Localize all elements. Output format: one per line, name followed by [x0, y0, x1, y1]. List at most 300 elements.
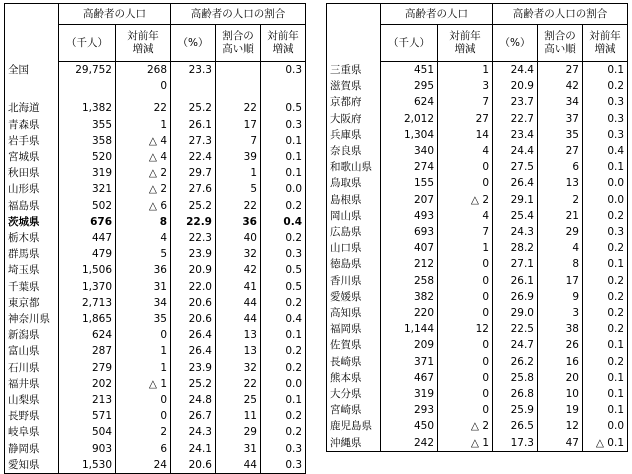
population-change: 31 [116, 279, 171, 295]
header-change-ratio: 対前年 増減 [583, 25, 628, 62]
ratio-change: 0.1 [261, 165, 306, 181]
ratio-percent: 26.2 [493, 354, 538, 370]
ratio-change: 0.2 [261, 295, 306, 311]
pref-name: 徳島県 [327, 256, 381, 272]
ratio-percent: 24.4 [493, 62, 538, 79]
population: 451 [381, 62, 438, 79]
table-row [327, 208, 628, 224]
ratio-rank: 32 [216, 360, 261, 376]
pref-name: 長野県 [5, 408, 59, 424]
table-row [5, 360, 306, 376]
ratio-change: 0.0 [261, 376, 306, 392]
table-row [327, 435, 628, 452]
population-change: 0 [438, 256, 493, 272]
header-change-ratio: 対前年 増減 [261, 25, 306, 62]
population-change: 4 [438, 208, 493, 224]
header-change: 対前年 増減 [116, 25, 171, 62]
ratio-rank: 29 [216, 424, 261, 440]
table-row [327, 337, 628, 353]
pref-name: 福井県 [5, 376, 59, 392]
population: 207 [381, 192, 438, 208]
population-change: 1 [438, 240, 493, 256]
ratio-change: 0.4 [583, 143, 628, 159]
ratio-percent: 22.5 [493, 321, 538, 337]
table-row [327, 370, 628, 386]
table-row [5, 262, 306, 278]
population-change: 2 [116, 424, 171, 440]
pref-name: 熊本県 [327, 370, 381, 386]
ratio-rank: 41 [216, 279, 261, 295]
table-row [327, 273, 628, 289]
header-thousand-people: （千人） [59, 25, 116, 62]
ratio-percent: 22.7 [493, 111, 538, 127]
table-row [327, 224, 628, 240]
ratio-percent: 22.4 [171, 149, 216, 165]
ratio-rank: 35 [538, 127, 583, 143]
population-change: 4 [116, 230, 171, 246]
population-change: 0 [438, 402, 493, 418]
ratio-percent: 27.5 [493, 159, 538, 175]
population-change: 0 [438, 175, 493, 191]
ratio-rank: 21 [538, 208, 583, 224]
header-change: 対前年 増減 [438, 25, 493, 62]
table-row [327, 321, 628, 337]
header-percent: （%） [171, 25, 216, 62]
ratio-rank: 11 [216, 408, 261, 424]
pref-name: 栃木県 [5, 230, 59, 246]
ratio-percent: 25.8 [493, 370, 538, 386]
population-change: 0 [116, 392, 171, 408]
ratio-change: 0.3 [583, 224, 628, 240]
table-row [5, 117, 306, 133]
population: 2,713 [59, 295, 116, 311]
pref-name: 福岡県 [327, 321, 381, 337]
ratio-percent: 23.9 [171, 246, 216, 262]
ratio-percent: 25.2 [171, 198, 216, 214]
pref-name: 佐賀県 [327, 337, 381, 353]
table-row [5, 133, 306, 149]
ratio-percent: 24.8 [171, 392, 216, 408]
ratio-change: 0.2 [583, 321, 628, 337]
population-change: 6 [116, 441, 171, 457]
ratio-percent: 26.1 [493, 273, 538, 289]
population-change: 0 [438, 159, 493, 175]
population-change: △ 2 [438, 192, 493, 208]
population-change: △ 6 [116, 198, 171, 214]
table-row [5, 424, 306, 440]
population: 1,304 [381, 127, 438, 143]
pref-name: 東京都 [5, 295, 59, 311]
population: 1,370 [59, 279, 116, 295]
ratio-change: 0.4 [261, 311, 306, 327]
population: 624 [59, 327, 116, 343]
population-change: 1 [116, 343, 171, 359]
table-row [5, 327, 306, 343]
ratio-percent: 22.9 [171, 214, 216, 230]
ratio-percent: 28.2 [493, 240, 538, 256]
table-row [327, 62, 628, 79]
ratio-rank: 10 [538, 386, 583, 402]
ratio-rank: 40 [216, 230, 261, 246]
ratio-rank: 1 [216, 165, 261, 181]
ratio-rank: 8 [538, 256, 583, 272]
ratio-change: 0.1 [261, 327, 306, 343]
population: 407 [381, 240, 438, 256]
ratio-rank: 27 [538, 143, 583, 159]
pref-name: 宮城県 [5, 149, 59, 165]
ratio-percent: 26.7 [171, 408, 216, 424]
pref-name: 秋田県 [5, 165, 59, 181]
ratio-change: 0.2 [583, 273, 628, 289]
population: 479 [59, 246, 116, 262]
table-row [327, 386, 628, 402]
population-change: 24 [116, 457, 171, 474]
population: 293 [381, 402, 438, 418]
ratio-percent: 22.0 [171, 279, 216, 295]
population: 1,382 [59, 100, 116, 116]
population-change: △ 1 [116, 376, 171, 392]
ratio-change: 0.3 [261, 441, 306, 457]
table-row [5, 181, 306, 197]
population-change: 0 [438, 370, 493, 386]
ratio-rank: 6 [538, 159, 583, 175]
table-row [327, 143, 628, 159]
ratio-change: 0.1 [583, 337, 628, 353]
population: 279 [59, 360, 116, 376]
pref-name: 全国 [5, 62, 59, 79]
ratio-change: 0.2 [261, 360, 306, 376]
ratio-change: 0.1 [583, 386, 628, 402]
table-row [5, 214, 306, 230]
pref-name: 島根県 [327, 192, 381, 208]
ratio-rank: 42 [538, 78, 583, 94]
table-row [5, 198, 306, 214]
ratio-percent: 26.8 [493, 386, 538, 402]
population-change: 1 [116, 360, 171, 376]
population: 213 [59, 392, 116, 408]
population: 1,506 [59, 262, 116, 278]
pref-name: 香川県 [327, 273, 381, 289]
ratio-change: △ 0.1 [583, 435, 628, 452]
ratio-percent: 25.9 [493, 402, 538, 418]
ratio-percent: 26.4 [171, 327, 216, 343]
ratio-rank: 26 [538, 337, 583, 353]
ratio-percent: 24.3 [171, 424, 216, 440]
population: 447 [59, 230, 116, 246]
ratio-percent: 23.3 [171, 62, 216, 79]
ratio-percent: 25.4 [493, 208, 538, 224]
pref-name: 千葉県 [5, 279, 59, 295]
ratio-percent: 20.9 [493, 78, 538, 94]
pref-name: 宮崎県 [327, 402, 381, 418]
ratio-percent: 24.1 [171, 441, 216, 457]
table-row [5, 149, 306, 165]
header-percent: （%） [493, 25, 538, 62]
ratio-percent: 23.7 [493, 94, 538, 110]
population: 450 [381, 418, 438, 434]
ratio-percent: 29.7 [171, 165, 216, 181]
population: 319 [59, 165, 116, 181]
population: 358 [59, 133, 116, 149]
header-rank: 割合の 高い順 [216, 25, 261, 62]
pref-name: 北海道 [5, 100, 59, 116]
table-row [327, 159, 628, 175]
ratio-percent: 22.3 [171, 230, 216, 246]
table-row [327, 78, 628, 94]
right-table [326, 3, 628, 452]
population: 258 [381, 273, 438, 289]
ratio-rank: 17 [538, 273, 583, 289]
pref-name: 岩手県 [5, 133, 59, 149]
ratio-change: 0.4 [261, 214, 306, 230]
pref-name: 愛媛県 [327, 289, 381, 305]
ratio-rank: 13 [538, 175, 583, 191]
pref-name: 岡山県 [327, 208, 381, 224]
population-change: 8 [116, 214, 171, 230]
ratio-change: 0.2 [583, 289, 628, 305]
ratio-change: 0.5 [261, 262, 306, 278]
population-change: 1 [438, 62, 493, 79]
population: 202 [59, 376, 116, 392]
ratio-rank: 4 [538, 240, 583, 256]
ratio-rank: 22 [216, 198, 261, 214]
population: 371 [381, 354, 438, 370]
ratio-change: 0.3 [261, 62, 306, 79]
ratio-rank: 31 [216, 441, 261, 457]
header-elderly-population: 高齢者の人口 [381, 4, 493, 25]
population-change: △ 2 [116, 181, 171, 197]
ratio-change: 0.1 [261, 392, 306, 408]
population: 382 [381, 289, 438, 305]
population-change: 5 [116, 246, 171, 262]
ratio-rank: 34 [538, 94, 583, 110]
population-change: △ 2 [438, 418, 493, 434]
ratio-rank: 17 [216, 117, 261, 133]
ratio-percent: 20.6 [171, 457, 216, 474]
ratio-rank: 36 [216, 214, 261, 230]
ratio-rank: 2 [538, 192, 583, 208]
population: 2,012 [381, 111, 438, 127]
ratio-rank: 39 [216, 149, 261, 165]
population-change: 0 [438, 289, 493, 305]
ratio-change: 0.1 [583, 370, 628, 386]
header-thousand-people: （千人） [381, 25, 438, 62]
national-subrow [5, 78, 306, 94]
ratio-rank: 19 [538, 402, 583, 418]
pref-name: 福島県 [5, 198, 59, 214]
ratio-percent: 20.9 [171, 262, 216, 278]
population: 467 [381, 370, 438, 386]
table-row [5, 408, 306, 424]
table-row [5, 165, 306, 181]
population: 29,752 [59, 62, 116, 79]
population: 287 [59, 343, 116, 359]
ratio-change: 0.2 [261, 198, 306, 214]
ratio-change: 0.2 [583, 305, 628, 321]
pref-name: 京都府 [327, 94, 381, 110]
population: 340 [381, 143, 438, 159]
table-row [327, 289, 628, 305]
ratio-change: 0.0 [583, 175, 628, 191]
population: 1,865 [59, 311, 116, 327]
ratio-percent: 24.7 [493, 337, 538, 353]
population-change: 0 [438, 354, 493, 370]
table-row [5, 376, 306, 392]
table-row [327, 111, 628, 127]
population: 1,144 [381, 321, 438, 337]
ratio-change: 0.0 [583, 418, 628, 434]
ratio-change: 0.3 [261, 246, 306, 262]
ratio-rank: 5 [216, 181, 261, 197]
pref-name: 山梨県 [5, 392, 59, 408]
ratio-percent: 25.2 [171, 376, 216, 392]
pref-name: 長崎県 [327, 354, 381, 370]
population-change: 27 [438, 111, 493, 127]
ratio-change: 0.2 [261, 424, 306, 440]
pref-name: 大分県 [327, 386, 381, 402]
population: 571 [59, 408, 116, 424]
ratio-percent: 23.4 [493, 127, 538, 143]
population: 212 [381, 256, 438, 272]
population: 220 [381, 305, 438, 321]
population-change: 4 [438, 143, 493, 159]
table-row [5, 441, 306, 457]
pref-name: 鳥取県 [327, 175, 381, 191]
population: 321 [59, 181, 116, 197]
ratio-change: 0.2 [261, 408, 306, 424]
ratio-change: 0.1 [583, 159, 628, 175]
pref-name: 新潟県 [5, 327, 59, 343]
ratio-percent: 25.2 [171, 100, 216, 116]
ratio-rank: 13 [216, 343, 261, 359]
table-row [327, 240, 628, 256]
ratio-rank: 22 [216, 376, 261, 392]
ratio-rank: 29 [538, 224, 583, 240]
ratio-percent: 26.4 [493, 175, 538, 191]
header-elderly-population: 高齢者の人口 [59, 4, 171, 25]
pref-name: 和歌山県 [327, 159, 381, 175]
header-blank [327, 4, 381, 62]
table-row [5, 311, 306, 327]
ratio-rank: 13 [216, 327, 261, 343]
ratio-percent: 24.4 [493, 143, 538, 159]
left-table [4, 3, 306, 474]
ratio-change: 0.3 [583, 94, 628, 110]
population-change: 14 [438, 127, 493, 143]
ratio-percent: 26.5 [493, 418, 538, 434]
table-row [327, 175, 628, 191]
header-blank [5, 4, 59, 62]
table-row [5, 279, 306, 295]
population-change: 3 [438, 78, 493, 94]
population-change: 0 [438, 386, 493, 402]
ratio-change: 0.2 [583, 208, 628, 224]
population: 155 [381, 175, 438, 191]
ratio-rank: 44 [216, 457, 261, 474]
header-rank: 割合の 高い順 [538, 25, 583, 62]
ratio-rank: 22 [216, 100, 261, 116]
ratio-change: 0.1 [583, 256, 628, 272]
pref-name: 三重県 [327, 62, 381, 79]
population-change: 268 [116, 62, 171, 79]
ratio-change: 0.0 [583, 192, 628, 208]
pref-name: 大阪府 [327, 111, 381, 127]
ratio-rank: 12 [538, 418, 583, 434]
ratio-percent: 23.9 [171, 360, 216, 376]
national-row [5, 62, 306, 79]
ratio-change: 0.2 [261, 230, 306, 246]
ratio-change: 0.2 [261, 343, 306, 359]
table-row [5, 343, 306, 359]
ratio-change: 0.5 [261, 100, 306, 116]
table-row [5, 457, 306, 474]
table-row [327, 192, 628, 208]
ratio-change: 0.1 [261, 133, 306, 149]
population: 676 [59, 214, 116, 230]
pref-name: 富山県 [5, 343, 59, 359]
ratio-percent: 27.1 [493, 256, 538, 272]
ratio-rank: 3 [538, 305, 583, 321]
ratio-rank: 7 [216, 133, 261, 149]
ratio-rank: 38 [538, 321, 583, 337]
population: 1,530 [59, 457, 116, 474]
population-change: △ 4 [116, 133, 171, 149]
population: 295 [381, 78, 438, 94]
table-row [5, 295, 306, 311]
ratio-percent: 26.9 [493, 289, 538, 305]
population: 493 [381, 208, 438, 224]
population: 274 [381, 159, 438, 175]
ratio-rank: 27 [538, 62, 583, 79]
ratio-rank: 20 [538, 370, 583, 386]
pref-name: 群馬県 [5, 246, 59, 262]
ratio-change: 0.2 [583, 78, 628, 94]
table-row [327, 354, 628, 370]
population-change: 35 [116, 311, 171, 327]
table-row [5, 100, 306, 116]
pref-name: 奈良県 [327, 143, 381, 159]
ratio-change: 0.3 [261, 117, 306, 133]
population: 693 [381, 224, 438, 240]
population: 504 [59, 424, 116, 440]
population-change: 1 [116, 117, 171, 133]
ratio-percent: 20.6 [171, 311, 216, 327]
ratio-percent: 17.3 [493, 435, 538, 452]
ratio-rank: 9 [538, 289, 583, 305]
ratio-percent: 24.3 [493, 224, 538, 240]
population-change: 12 [438, 321, 493, 337]
population-change: △ 2 [116, 165, 171, 181]
table-row [5, 246, 306, 262]
ratio-change: 0.5 [261, 279, 306, 295]
population-change: 0 [116, 327, 171, 343]
table-row [327, 256, 628, 272]
population-change-sub: 0 [116, 78, 171, 94]
ratio-percent: 26.4 [171, 343, 216, 359]
ratio-change: 0.3 [261, 457, 306, 474]
table-row [327, 402, 628, 418]
ratio-rank: 44 [216, 311, 261, 327]
header-elderly-ratio: 高齢者の人口の割合 [171, 4, 306, 25]
population-change: 7 [438, 224, 493, 240]
population-change: 0 [438, 337, 493, 353]
pref-name: 茨城県 [5, 214, 59, 230]
ratio-change: 0.1 [583, 62, 628, 79]
ratio-change: 0.0 [261, 181, 306, 197]
ratio-percent: 20.6 [171, 295, 216, 311]
ratio-change: 0.1 [261, 149, 306, 165]
ratio-percent: 29.0 [493, 305, 538, 321]
